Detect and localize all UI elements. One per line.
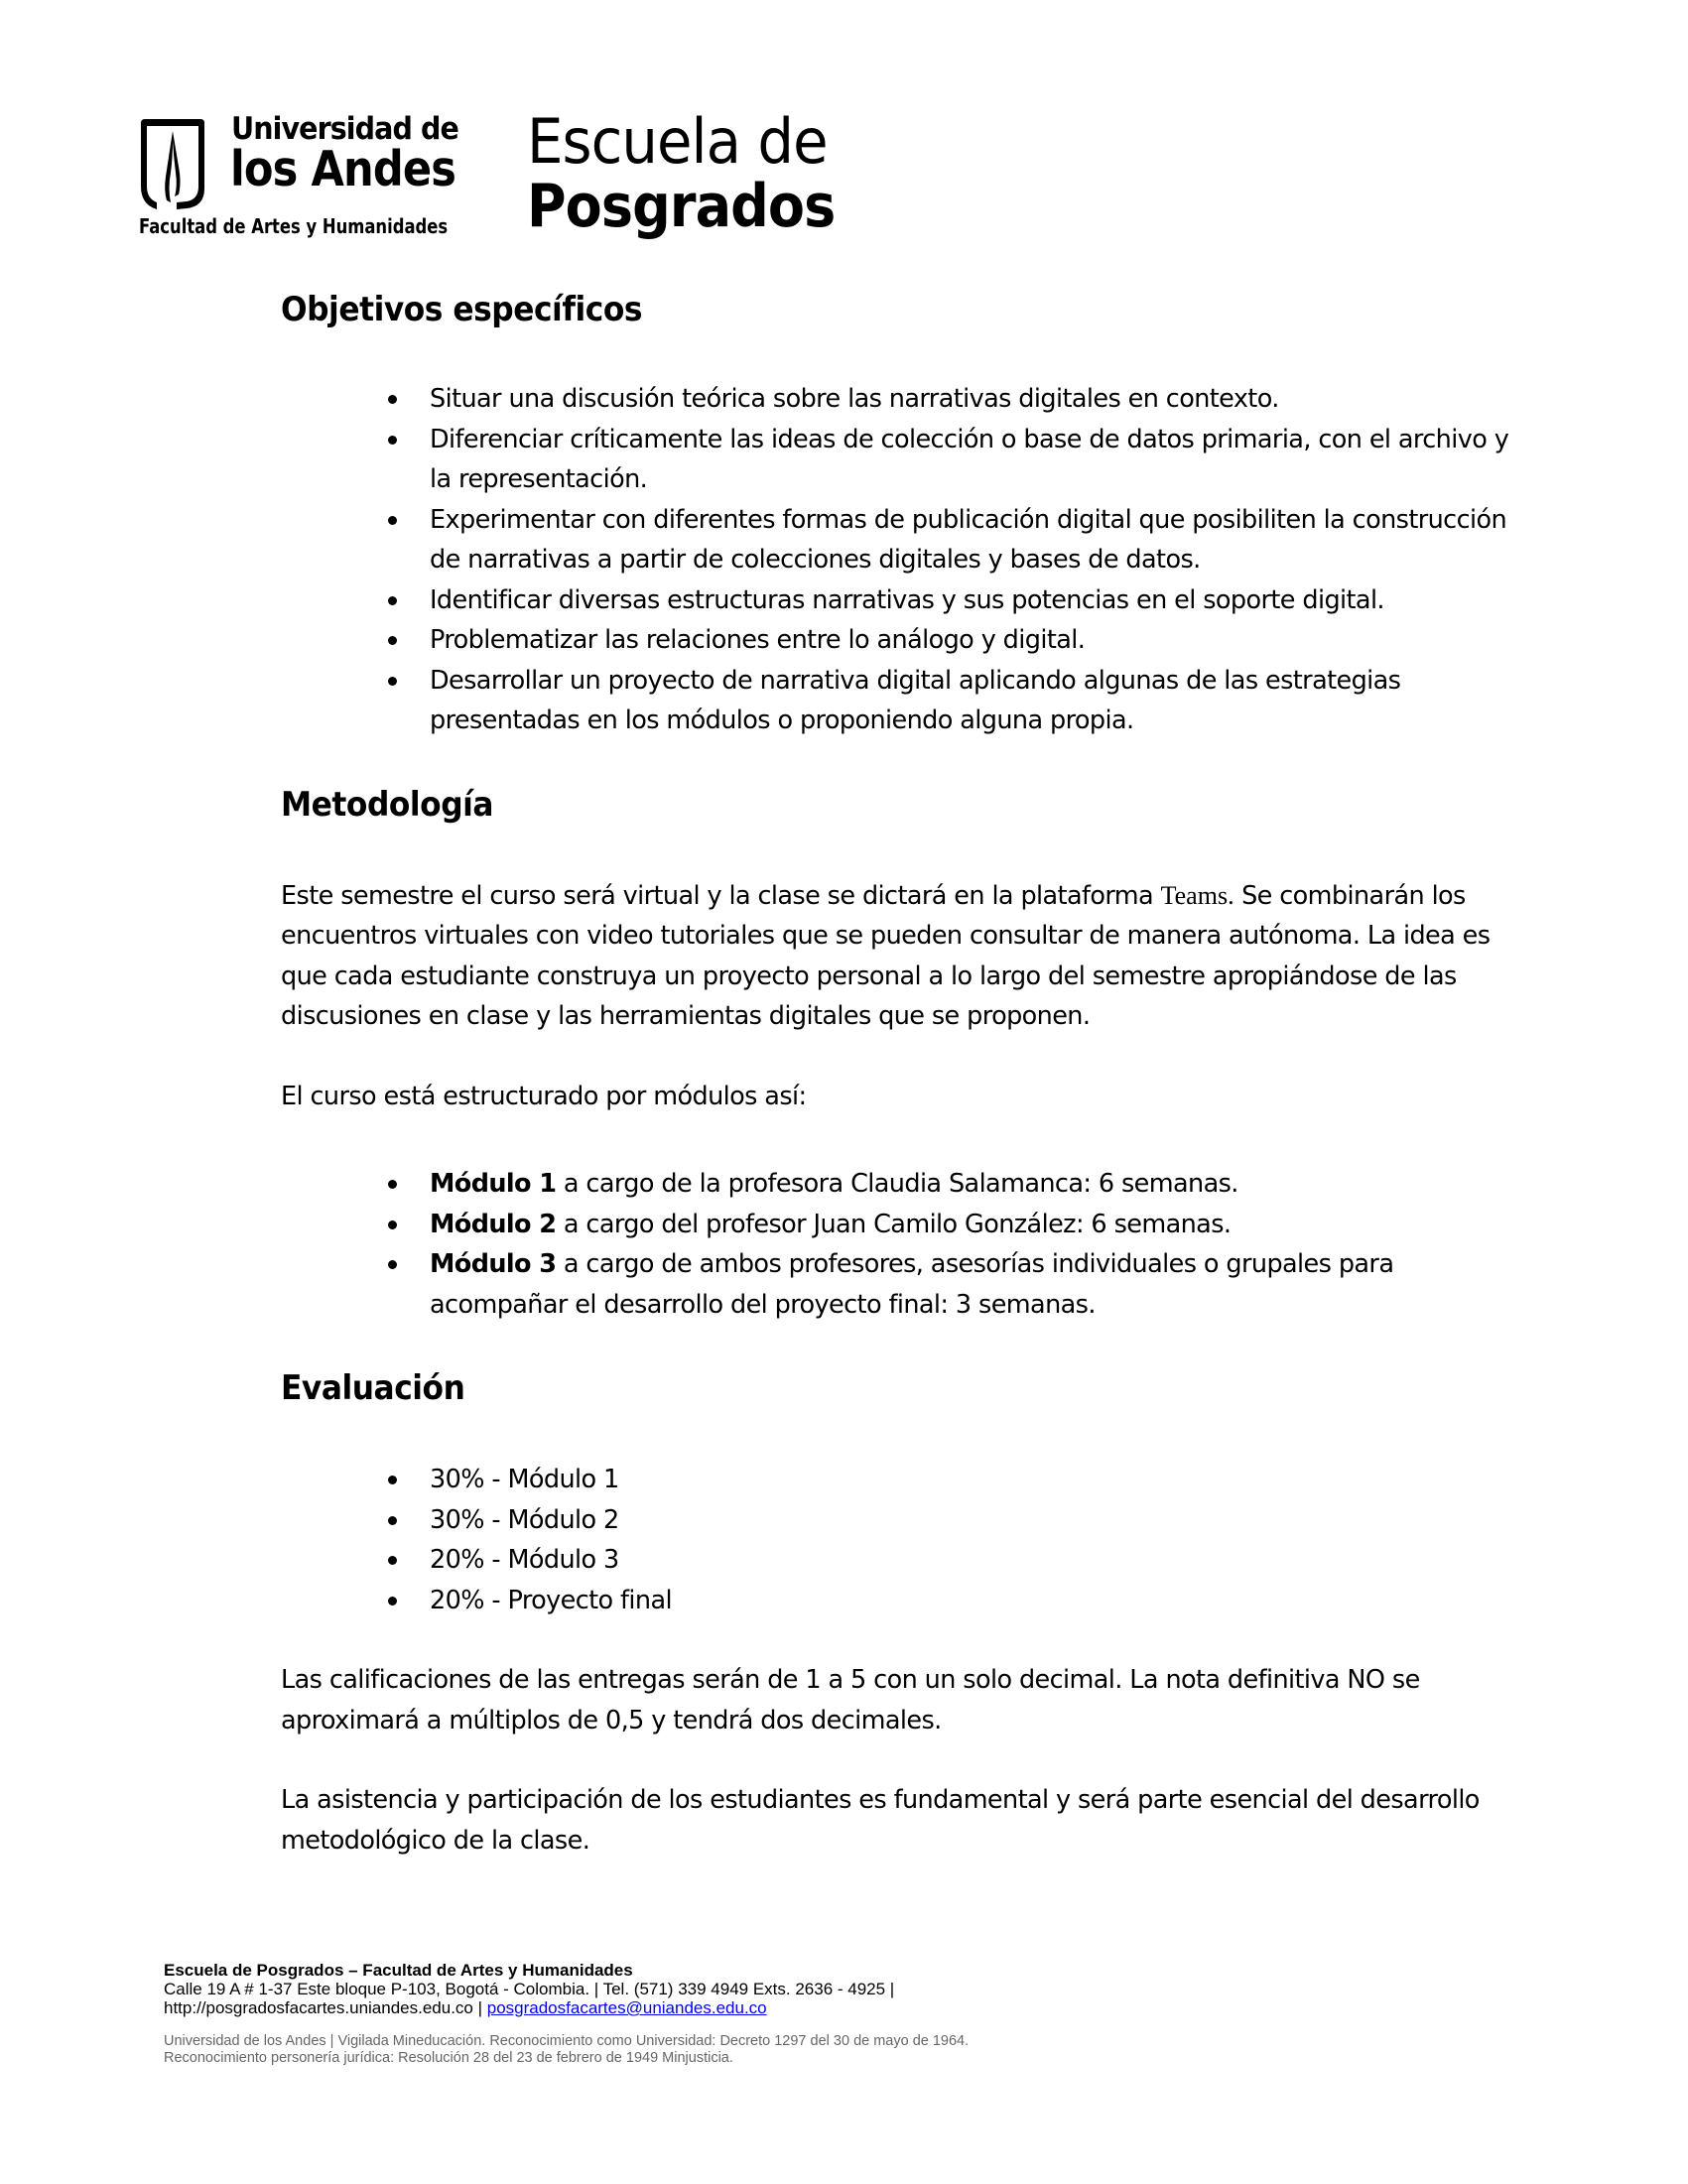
list-item-text: Identificar diversas estructuras narrativas y sus potencias en el soporte digital. bbox=[430, 584, 1384, 615]
list-item bbox=[430, 620, 1531, 661]
list-item-text: Situar una discusión teórica sobre las narrativas digitales en contexto. bbox=[430, 384, 1279, 414]
bullet-icon bbox=[388, 395, 397, 404]
modules-intro: El curso está estructurado por módulos así: bbox=[281, 1081, 807, 1111]
list-item-text: 30% - Módulo 1 bbox=[430, 1465, 619, 1494]
universidad-de-los-andes-logo bbox=[137, 111, 464, 245]
attendance-paragraph: La asistencia y participación de los estudiantes es fundamental y será parte esencial del desarrollo metodológico de la clase. bbox=[281, 1785, 1480, 1856]
footer-email-link[interactable]: posgradosfacartes@uniandes.edu.co bbox=[486, 1998, 767, 2017]
module-text: a cargo del profesor Juan Camilo González: 6 semanas. bbox=[556, 1209, 1232, 1239]
document-body bbox=[281, 288, 1531, 1861]
list-item bbox=[430, 1164, 1531, 1205]
section-title-evaluacion: Evaluación bbox=[281, 1368, 465, 1408]
school-title-line1: Escuela de bbox=[527, 105, 828, 178]
bullet-icon bbox=[388, 1476, 397, 1484]
list-item bbox=[430, 1581, 1531, 1621]
paragraph-text: Este semestre el curso será virtual y la clase se dictará en la plataforma bbox=[281, 880, 1161, 911]
list-item bbox=[430, 661, 1531, 741]
module-label: Módulo 2 bbox=[430, 1209, 557, 1239]
list-item bbox=[430, 1540, 1531, 1581]
section-title-metodologia: Metodología bbox=[281, 784, 494, 825]
paragraph-text: Se combinarán los encuentros virtuales con video tutoriales que se pueden consultar de manera autónoma. La idea es que cada estudiante construya un proyecto personal a lo largo del semestre apropiándose de las discusiones en clase y las herramientas digitales que se proponen. bbox=[281, 880, 1491, 1031]
list-item bbox=[430, 1460, 1531, 1500]
list-item-text: Diferenciar críticamente las ideas de colección o base de datos primaria, con el archivo y la representación. bbox=[430, 424, 1509, 494]
list-item bbox=[430, 580, 1531, 621]
module-label: Módulo 3 bbox=[430, 1249, 557, 1279]
list-item-text: Desarrollar un proyecto de narrativa digital aplicando algunas de las estrategias presentadas en los módulos o proponiendo alguna propia. bbox=[430, 665, 1401, 735]
footer-legal bbox=[164, 2033, 969, 2067]
grading-paragraph: Las calificaciones de las entregas serán de 1 a 5 con un solo decimal. La nota definitiva NO se aproximará a múltiplos de 0,5 y tendrá dos decimales. bbox=[281, 1665, 1420, 1735]
footer-address: Calle 19 A # 1-37 Este bloque P-103, Bogotá - Colombia. | Tel. (571) 339 4949 Exts. 2636 - 4925 | bbox=[164, 1980, 895, 1998]
legal-line-2: Reconocimiento personería jurídica: Resolución 28 del 23 de febrero de 1949 Minjusticia. bbox=[164, 2050, 733, 2066]
platform-name: Teams. bbox=[1160, 880, 1234, 910]
page-footer bbox=[164, 1961, 969, 2067]
list-item-text: Experimentar con diferentes formas de publicación digital que posibiliten la construcción de narrativas a partir de colecciones digitales y bases de datos. bbox=[430, 504, 1507, 575]
list-item-text: 20% - Módulo 3 bbox=[430, 1545, 619, 1575]
page-header bbox=[137, 105, 891, 245]
list-item bbox=[430, 1500, 1531, 1541]
escuela-de-posgrados-logo bbox=[527, 105, 869, 241]
bullet-icon bbox=[388, 636, 397, 645]
logo-text-facultad: Facultad de Artes y Humanidades bbox=[139, 214, 449, 238]
footer-contact bbox=[164, 1998, 969, 2017]
school-title-line2: Posgrados bbox=[527, 172, 836, 241]
metodologia-paragraph bbox=[281, 876, 1531, 1037]
list-item-text: Problematizar las relaciones entre lo análogo y digital. bbox=[430, 625, 1086, 655]
bullet-icon bbox=[388, 1260, 397, 1269]
bullet-icon bbox=[388, 677, 397, 686]
module-text: a cargo de ambos profesores, asesorías individuales o grupales para acompañar el desarrollo del proyecto final: 3 semanas. bbox=[430, 1249, 1394, 1320]
bullet-icon bbox=[388, 1597, 397, 1606]
list-item bbox=[430, 1205, 1531, 1245]
bullet-icon bbox=[388, 516, 397, 525]
legal-line-1: Universidad de los Andes | Vigilada Mineducación. Reconocimiento como Universidad: Decreto 1297 del 30 de mayo de 1964. bbox=[164, 2033, 970, 2049]
list-item bbox=[430, 420, 1531, 500]
section-title-objetivos: Objetivos específicos bbox=[281, 290, 643, 329]
university-crest-icon bbox=[137, 117, 208, 212]
logo-text-los-andes: los Andes bbox=[230, 141, 456, 197]
modules-list bbox=[281, 1164, 1531, 1325]
bullet-icon bbox=[388, 1180, 397, 1189]
list-item bbox=[430, 379, 1531, 420]
list-item-text: 20% - Proyecto final bbox=[430, 1585, 672, 1615]
bullet-icon bbox=[388, 436, 397, 445]
footer-title: Escuela de Posgrados – Facultad de Artes y Humanidades bbox=[164, 1961, 633, 1980]
bullet-icon bbox=[388, 596, 397, 605]
bullet-icon bbox=[388, 1516, 397, 1525]
module-text: a cargo de la profesora Claudia Salamanca: 6 semanas. bbox=[556, 1169, 1238, 1199]
list-item bbox=[430, 1244, 1531, 1325]
module-label: Módulo 1 bbox=[430, 1169, 557, 1199]
objetivos-list bbox=[281, 379, 1531, 741]
evaluation-list bbox=[281, 1460, 1531, 1620]
bullet-icon bbox=[388, 1220, 397, 1229]
list-item-text: 30% - Módulo 2 bbox=[430, 1504, 619, 1535]
list-item bbox=[430, 500, 1531, 580]
logo-text-universidad-de: Universidad de bbox=[231, 111, 458, 147]
footer-website: http://posgradosfacartes.uniandes.edu.co | bbox=[164, 1998, 487, 2017]
bullet-icon bbox=[388, 1556, 397, 1565]
